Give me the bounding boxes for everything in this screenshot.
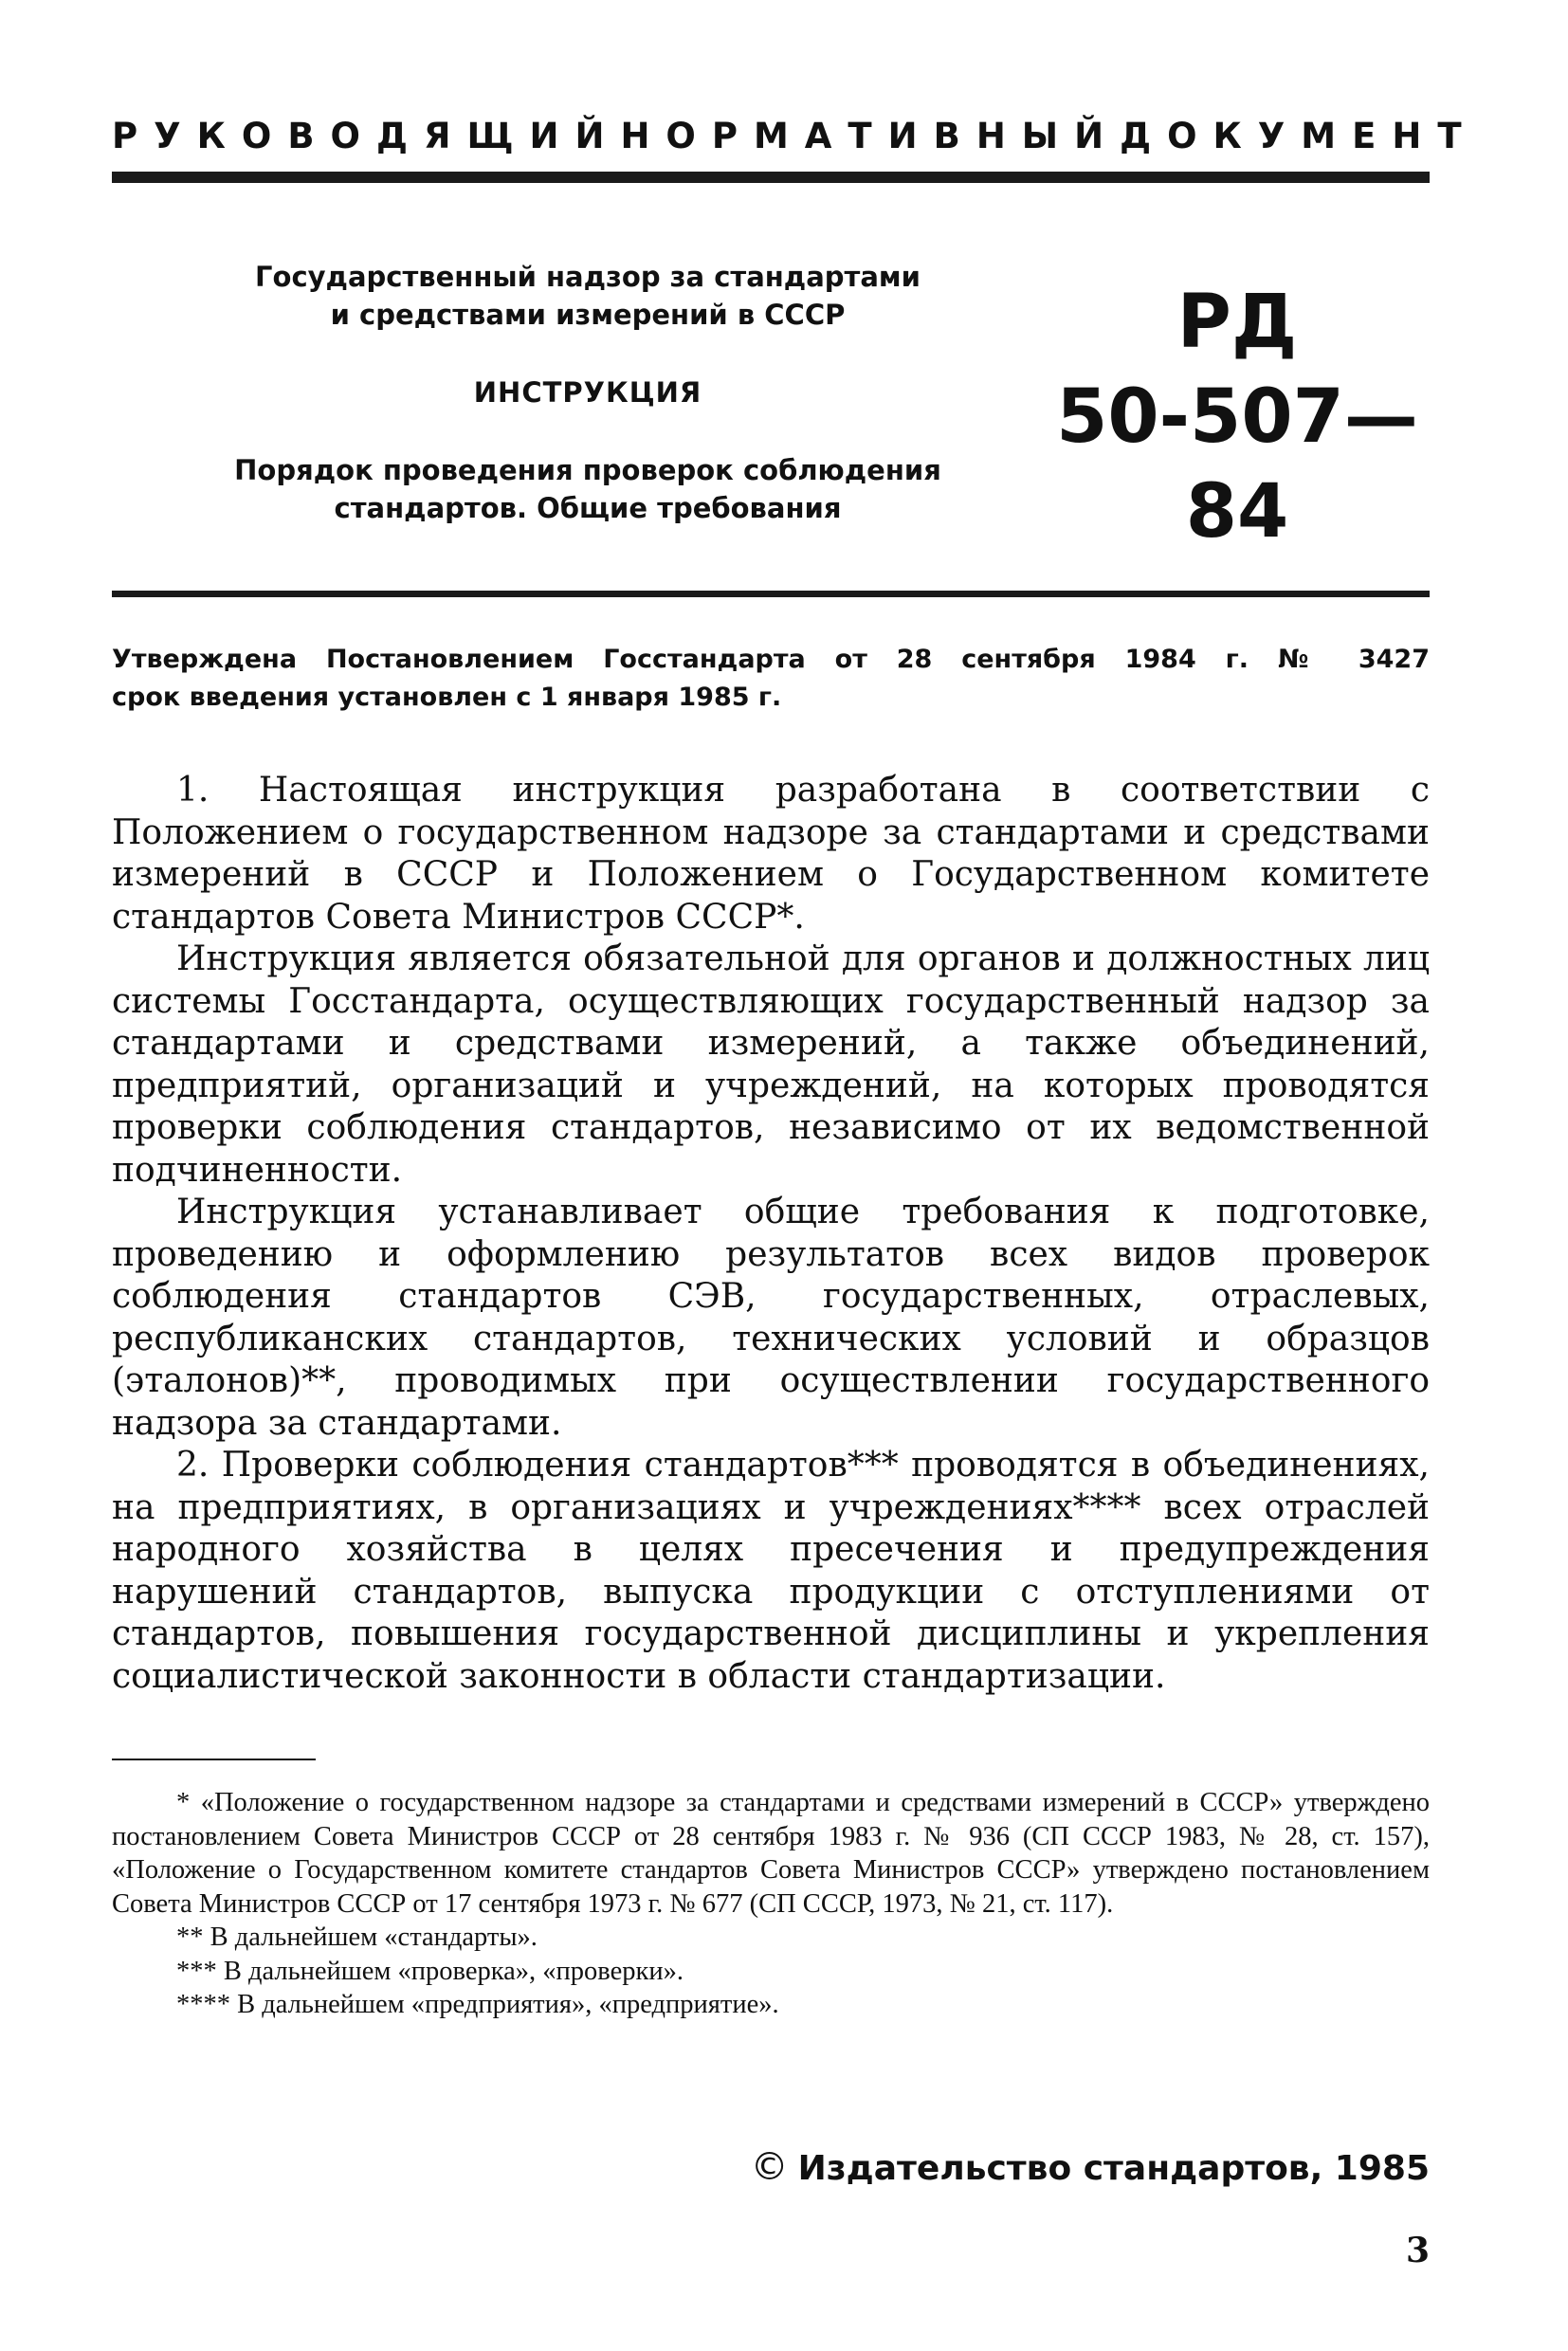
- footnote: ** В дальнейшем «стандарты».: [176, 1923, 538, 1952]
- footnote: *** В дальнейшем «проверка», «проверки».: [176, 1956, 684, 1986]
- footnote-divider: [112, 1759, 316, 1760]
- document-code: [1033, 275, 1441, 559]
- copyright-notice: [751, 2144, 1430, 2192]
- body-paragraph: Инструкция является обязательной для органов и должностных лиц системы Госстандарта, осуществляющих государственный надзор за стандартами и средствами измерений, а также объединений, предприятий, организаций и учреждений, на которых проводятся проверки соблюдения стандартов, независимо от их ведомственной подчиненности.: [112, 939, 1430, 1190]
- footnote: **** В дальнейшем «предприятия», «предприятие».: [176, 1990, 779, 2019]
- banner-divider: [112, 172, 1430, 183]
- main-body: [112, 770, 1430, 1698]
- page-number: 3: [1405, 2231, 1430, 2270]
- banner-word-1: РУКОВОДЯЩИЙ: [112, 116, 621, 156]
- body-paragraph: Инструкция устанавливает общие требования к подготовке, проведению и оформлению результатов всех видов проверок соблюдения стандартов СЭВ, государственных, отраслевых, республиканских стандартов, технических условий и образцов (эталонов)**, проводимых при осуществлении государственного надзора за стандартами.: [112, 1193, 1430, 1443]
- document-title: Порядок проведения проверок соблюдения стандартов. Общие требования: [234, 454, 941, 524]
- banner-word-2: НОРМАТИВНЫЙ: [620, 116, 1121, 156]
- footnote: * «Положение о государственном надзоре за стандартами и средствами измерений в СССР» утверждено постановлением Совета Министров СССР от 28 сентября 1983 г. № 936 (СП СССР 1983, № 28, ст. 157), «Положение о Государственном комитете стандартов Совета Министров СССР» утверждено постановлением Совета Министров СССР от 17 сентября 1973 г. № 677 (СП СССР, 1973, № 21, ст. 117).: [112, 1788, 1430, 1919]
- publisher-text: Издательство стандартов, 1985: [797, 2149, 1430, 2188]
- body-paragraph: 1. Настоящая инструкция разработана в соответствии с Положением о государственном надзоре за стандартами и средствами измерений в СССР и Положением о Государственном комитете стандартов Совета Министров СССР*.: [112, 771, 1430, 937]
- document-type-banner: [112, 114, 1478, 159]
- copyright-icon: ©: [750, 2145, 789, 2189]
- document-code-number: 50-507—84: [1056, 374, 1418, 555]
- document-header: [190, 258, 986, 527]
- banner-word-3: ДОКУМЕНТ: [1120, 116, 1478, 156]
- approval-line-1: Утверждена Постановлением Госстандарта от 28 сентября 1984 г. № 3427: [112, 645, 1430, 674]
- instruction-label: ИНСТРУКЦИЯ: [473, 376, 702, 409]
- supervision-title: Государственный надзор за стандартами и средствами измерений в СССР: [255, 261, 921, 331]
- approval-statement: [112, 641, 1430, 717]
- header-divider: [112, 591, 1430, 597]
- footnotes: [112, 1786, 1430, 2022]
- approval-line-2: срок введения установлен с 1 января 1985 г.: [112, 683, 782, 712]
- body-paragraph: 2. Проверки соблюдения стандартов*** проводятся в объединениях, на предприятиях, в организациях и учреждениях**** всех отраслей народного хозяйства в целях пресечения и предупреждения нарушений стандартов, выпуска продукции с отступлениями от стандартов, повышения государственной дисциплины и укрепления социалистической законности в области стандартизации.: [112, 1446, 1430, 1696]
- document-code-prefix: РД: [1176, 280, 1298, 365]
